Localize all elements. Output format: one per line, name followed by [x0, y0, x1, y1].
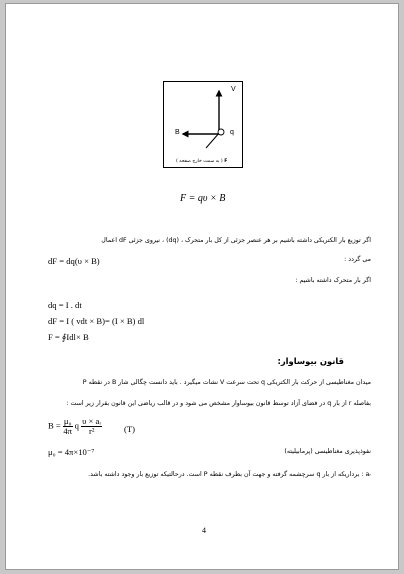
- mu-zero-value: μ₀ = 4π×10⁻⁷: [48, 447, 95, 457]
- charge-symbol: q: [74, 420, 79, 431]
- paragraph-1-line-2: می گردد :: [344, 256, 371, 263]
- equation-df-dq: dF = dq(υ × B): [48, 256, 100, 266]
- caption-text: ( به سمت خارج صفحه ): [176, 159, 223, 164]
- paragraph-3-line-1: میدان مغناطیسی از حرکت بار الکتریکی q تحت سرعت V نشات میگیرد . باید دانست چگالی شار B در نقطه P: [82, 379, 371, 386]
- paragraph-2: اگر بار متحرک داشته باشیم :: [295, 277, 371, 284]
- section-heading: قانون بیوساوار:: [277, 356, 344, 366]
- cross-over-r2: [81, 417, 102, 436]
- lorentz-force-equation: F = qυ × B: [180, 193, 226, 204]
- equation-number: (T): [124, 424, 135, 434]
- page-number: 4: [202, 526, 206, 535]
- mu-numerator: μ₀: [63, 416, 72, 426]
- cross-denominator: r²: [88, 426, 95, 436]
- force-direction-diagram: [164, 82, 244, 169]
- vector-figure: [163, 81, 243, 168]
- mu-denominator: 4π: [63, 426, 73, 436]
- document-page: [5, 3, 399, 570]
- q-label: q: [230, 129, 234, 136]
- paragraph-4: aᵣ : برداریکه از بار q سرچشمه گرفته و جهت آن بطرف نقطه P است. درحالتیکه توزیع بار وجود داشته باشد.: [88, 471, 371, 478]
- figure-caption: [176, 159, 227, 164]
- paragraph-1-line-1: اگر توزیع بار الکتریکی داشته باشیم بر هر عنصر جزئی از کل بار متحرک ، (dq) ، نیروی جزئی dF اعمال: [101, 237, 371, 244]
- charge-point: [218, 129, 224, 135]
- biot-savart-lhs: B =: [48, 420, 61, 431]
- biot-savart-equation: [48, 417, 102, 436]
- caption-f: F: [224, 159, 228, 164]
- equation-df-i: dF = I ( vdt × B)= (I × B) dl: [48, 316, 145, 326]
- paragraph-3-line-2: بفاصله r از بار q در فضای آزاد توسط قانون بیوساوار مشخص می شود و در قالب ریاضی این قانون بقرار زیر است :: [66, 400, 371, 407]
- mu-over-4pi: [63, 417, 73, 436]
- v-label: V: [231, 86, 236, 93]
- equation-f-integral: F = ∮Idl× B: [48, 332, 89, 342]
- equation-dq: dq = I . dt: [48, 300, 82, 310]
- cross-numerator: υ × aᵣ: [82, 416, 102, 426]
- permeability-label: نفوذپذیری مغناطیسی (پرمابیلیته): [284, 448, 371, 455]
- b-label: B: [175, 129, 180, 136]
